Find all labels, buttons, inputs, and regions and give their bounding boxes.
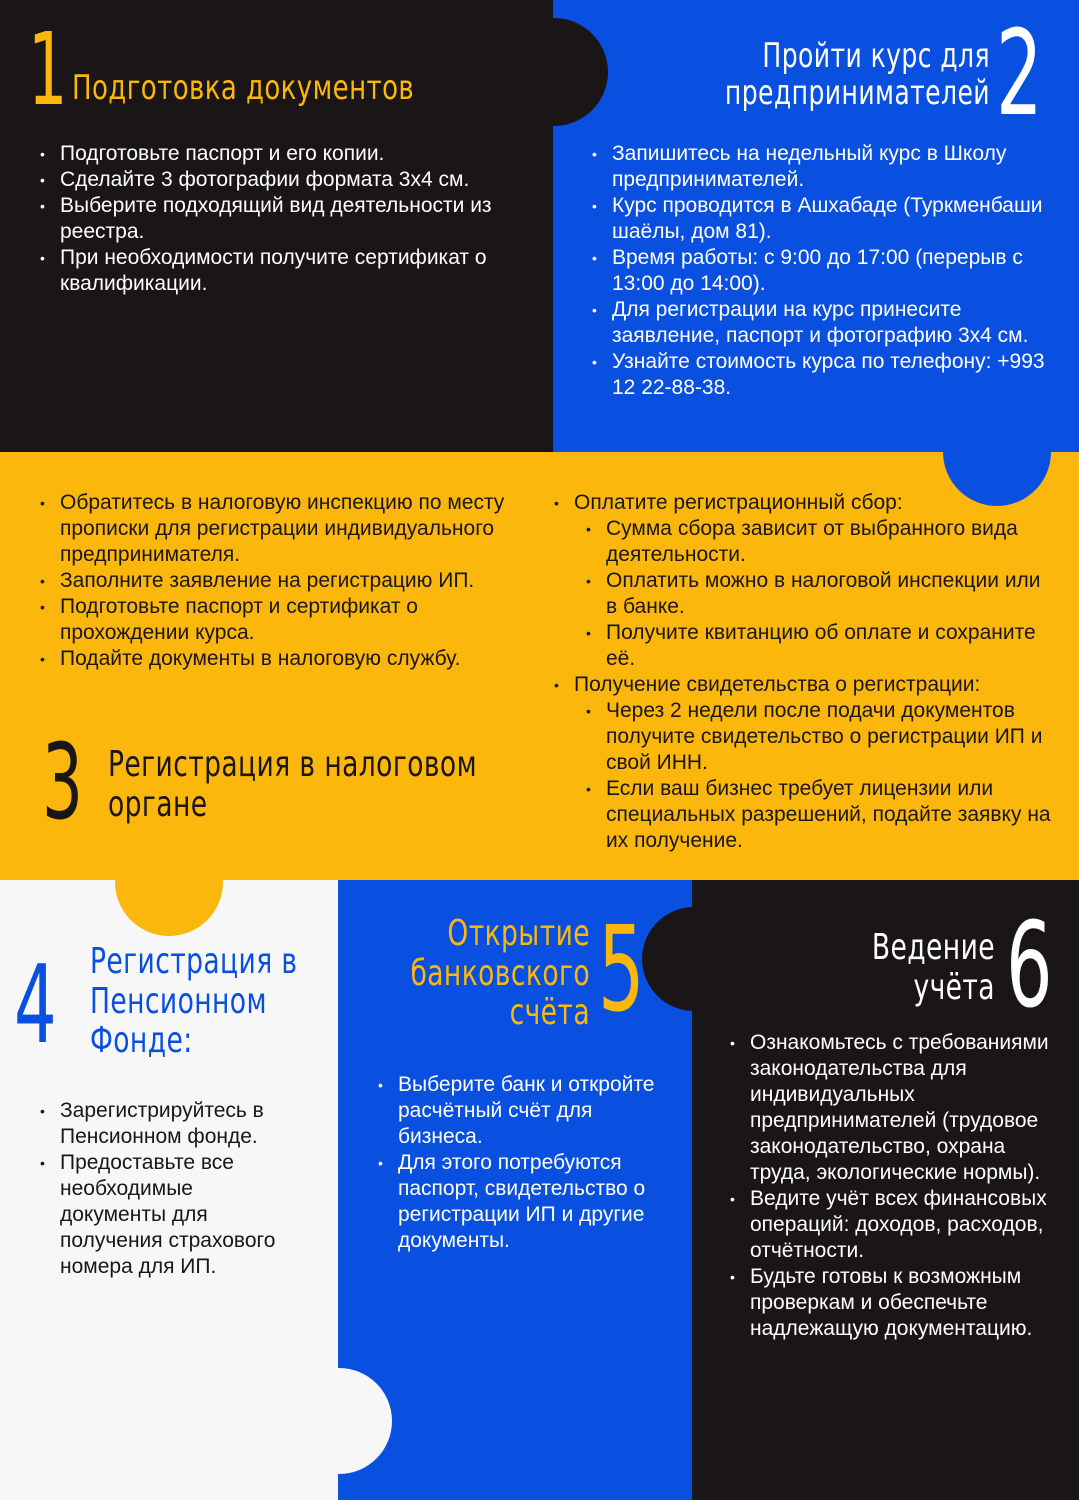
step2-title (719, 38, 990, 113)
step4-title (90, 942, 297, 1061)
list-item: • Через 2 недели после подачи документов получите свидетельство о регистрации ИП и свой ИНН. (574, 698, 1054, 776)
step4-list (40, 1098, 290, 1280)
list-item: • Обратитесь в налоговую инспекцию по месту прописки для регистрации индивидуального предпринимателя. (40, 490, 545, 568)
step3-title-line2: органе (108, 783, 208, 825)
list-item: • Для этого потребуются паспорт, свидетельство о регистрации ИП и другие документы. (378, 1150, 670, 1254)
list-item: • Сумма сбора зависит от выбранного вида деятельности. (574, 516, 1054, 568)
list-item: • Ведите учёт всех финансовых операций: доходов, расходов, отчётности. (730, 1186, 1055, 1264)
list-item: • Подготовьте паспорт и сертификат о прохождении курса. (40, 594, 545, 646)
list-item: • Заполните заявление на регистрацию ИП. (40, 568, 545, 594)
list-item: • Предоставьте все необходимые документы для получения страхового номера для ИП. (40, 1150, 290, 1280)
step6-title-line2: учёта (913, 966, 995, 1008)
list-item: • Выберите банк и откройте расчётный счёт для бизнеса. (378, 1072, 670, 1150)
step2-title-line2: предпринимателей (724, 73, 990, 114)
list-item: • Оплатить можно в налоговой инспекции или в банке. (574, 568, 1054, 620)
step6-list (730, 1030, 1055, 1342)
list-item: • Подготовьте паспорт и его копии. (40, 141, 530, 167)
step3-list-left (40, 490, 545, 672)
list-item: • Для регистрации на курс принесите заявление, паспорт и фотографию 3х4 см. (592, 297, 1057, 349)
certificate-label: Получение свидетельства о регистрации: (574, 673, 981, 696)
step1-number: 1 (28, 11, 68, 128)
step5-title-line2: банковского (410, 952, 590, 994)
step5-number: 5 (598, 900, 645, 1038)
list-item: • Ознакомьтесь с требованиями законодательства для индивидуальных предпринимателей (трудовое законодательство, охрана труда, экологические нормы). (730, 1030, 1055, 1186)
step1-title: Подготовка документов (72, 68, 415, 108)
list-item: • Зарегистрируйтесь в Пенсионном фонде. (40, 1098, 290, 1150)
step6-title (835, 928, 995, 1007)
step3-number: 3 (42, 721, 84, 843)
list-item: • Курс проводится в Ашхабаде (Туркменбаши шаёлы, дом 81). (592, 193, 1057, 245)
list-item: • Сделайте 3 фотографии формата 3х4 см. (40, 167, 530, 193)
step4-title-line2: Пенсионном (90, 980, 267, 1022)
step1-list (40, 141, 530, 297)
certificate-sublist (574, 698, 1054, 854)
step5-title (401, 914, 590, 1033)
list-item: • Запишитесь на недельный курс в Школу предпринимателей. (592, 141, 1057, 193)
list-item (554, 672, 1054, 854)
list-item: • Подайте документы в налоговую службу. (40, 646, 545, 672)
step4-title-line1: Регистрация в (90, 941, 298, 982)
step5-title-line1: Открытие (447, 913, 590, 954)
list-item: • Выберите подходящий вид деятельности из реестра. (40, 193, 530, 245)
list-item: • Если ваш бизнес требует лицензии или специальных разрешений, подайте заявку на их получение. (574, 776, 1054, 854)
payment-sublist (574, 516, 1054, 672)
step2-list (592, 141, 1057, 401)
puzzle-knob-dark-right (642, 907, 746, 1011)
step3-title (108, 745, 477, 824)
step3-list-right (554, 490, 1054, 854)
list-item: • Будьте готовы к возможным проверкам и обеспечьте надлежащую документацию. (730, 1264, 1055, 1342)
list-item (554, 490, 1054, 672)
list-item: • При необходимости получите сертификат о квалификации. (40, 245, 530, 297)
step5-title-line3: счёта (509, 992, 590, 1034)
puzzle-knob-yellow (115, 828, 223, 936)
list-item: • Получите квитанцию об оплате и сохраните её. (574, 620, 1054, 672)
step2-title-line1: Пройти курс для (762, 36, 990, 76)
list-item: • Время работы: с 9:00 до 17:00 (перерыв с 13:00 до 14:00). (592, 245, 1057, 297)
step4-title-line3: Фонде: (90, 1020, 193, 1062)
payment-label: Оплатите регистрационный сбор: (574, 491, 903, 514)
step3-title-line1: Регистрация в налоговом (108, 744, 478, 785)
list-item: • Узнайте стоимость курса по телефону: +993 12 22-88-38. (592, 349, 1057, 401)
step6-title-line1: Ведение (871, 927, 995, 968)
step5-list (378, 1072, 670, 1254)
step6-number: 6 (1006, 896, 1053, 1034)
step2-number: 2 (996, 4, 1043, 142)
step4-number: 4 (14, 943, 57, 1068)
puzzle-knob-dark (500, 18, 608, 126)
puzzle-knob-white (286, 1368, 392, 1474)
